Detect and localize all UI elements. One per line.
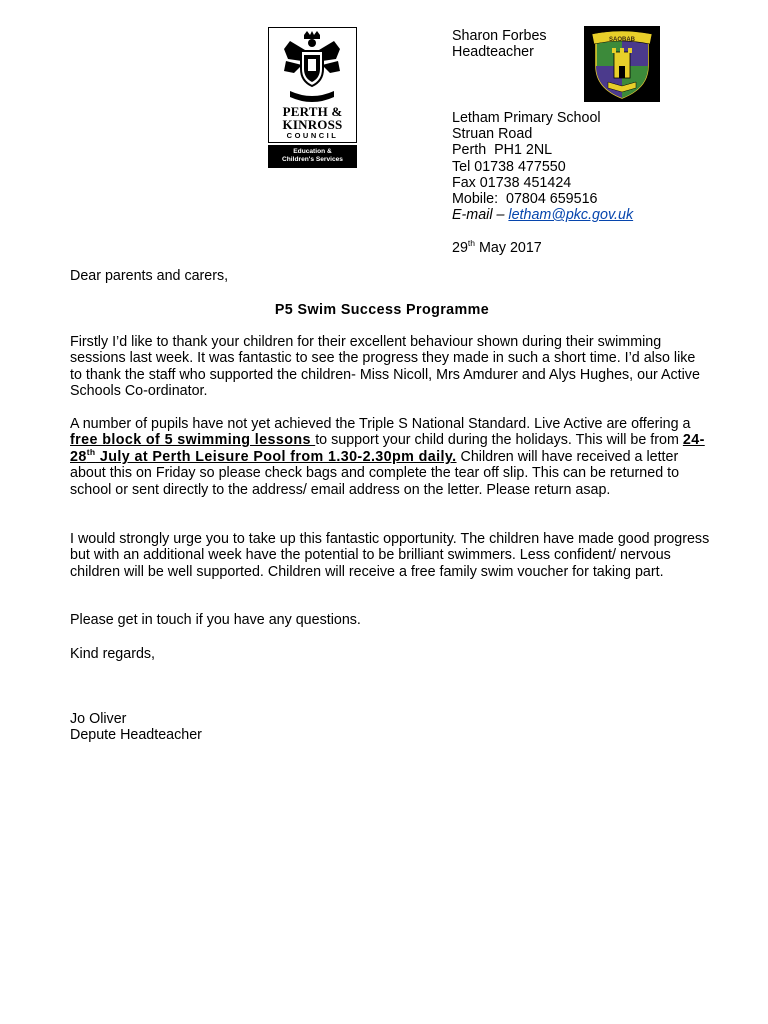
signatory-name: Jo Oliver — [70, 711, 127, 727]
logo-name-line1: PERTH & — [282, 104, 343, 119]
lessons-date-suffix: th — [86, 446, 96, 457]
lessons-text-f: Children will have received a letter about this on Friday so please check bags and complete the tear off slip. This can be returned to school or sent directly to the address/ email address on the letter. Please return asap. — [70, 448, 680, 498]
logo-department-band — [268, 145, 357, 168]
logo-name-line3: COUNCIL — [286, 131, 339, 140]
email-line — [452, 207, 633, 223]
school-badge — [584, 26, 660, 102]
paragraph-thanks: Firstly I’d like to thank your children for their excellent behaviour shown during their swimming sessions last week. It was fantastic to see the progress they made in such a short time. I’d also like to thank the staff who supported the children- Miss Nicoll, Mrs Amdurer and Alys Hughes, our Active Schools Co-ordinator. — [70, 334, 700, 400]
paragraph-contact: Please get in touch if you have any questions. — [70, 612, 361, 628]
badge-motto: SAOBAB — [608, 37, 636, 43]
lessons-date-range: 24-28 — [70, 432, 705, 465]
fax: Fax 01738 451424 — [452, 175, 572, 191]
logo-name-line2: KINROSS — [282, 117, 343, 132]
date-day: 29 — [452, 240, 468, 256]
date-suffix: th — [467, 238, 475, 248]
telephone: Tel 01738 477550 — [452, 159, 566, 175]
school-shield-icon — [584, 26, 660, 102]
letter-subject: P5 Swim Success Programme — [274, 302, 490, 318]
lessons-text-c: to support your child during the holidays. This will be from — [315, 432, 683, 449]
lessons-venue-time: July at Perth Leisure Pool from 1.30-2.30pm daily. — [95, 448, 457, 465]
council-logo — [268, 27, 357, 168]
logo-dept-line2: Children's Services — [282, 156, 343, 163]
sender-role: Headteacher — [452, 44, 534, 60]
date-month-year: May 2017 — [475, 240, 542, 256]
council-crest-icon — [282, 31, 342, 105]
paragraph-urge: I would strongly urge you to take up this fantastic opportunity. The children have made good progress but with an additional week have the potential to be brilliant swimmers. Less confident/ nervous children will be well supported. Children will receive a free family swim voucher for taking part. — [70, 531, 710, 580]
lessons-text-a: A number of pupils have not yet achieved the Triple S National Standard. Live Active are offering a — [70, 416, 691, 432]
lessons-offer: free block of 5 swimming lessons — [70, 432, 316, 449]
school-name: Letham Primary School — [452, 110, 601, 126]
street-address: Struan Road — [452, 126, 533, 142]
logo-dept-line1: Education & — [293, 148, 332, 155]
greeting: Dear parents and carers, — [70, 268, 229, 284]
signoff: Kind regards, — [70, 646, 156, 662]
mobile: Mobile: 07804 659516 — [452, 191, 598, 207]
sender-name: Sharon Forbes — [452, 28, 547, 44]
town-postcode: Perth PH1 2NL — [452, 142, 553, 158]
paragraph-lessons — [70, 416, 710, 498]
letter-date — [452, 240, 542, 256]
signatory-role: Depute Headteacher — [70, 727, 202, 743]
email-label: E-mail – — [452, 207, 509, 223]
email-link[interactable]: letham@pkc.gov.uk — [508, 207, 634, 223]
